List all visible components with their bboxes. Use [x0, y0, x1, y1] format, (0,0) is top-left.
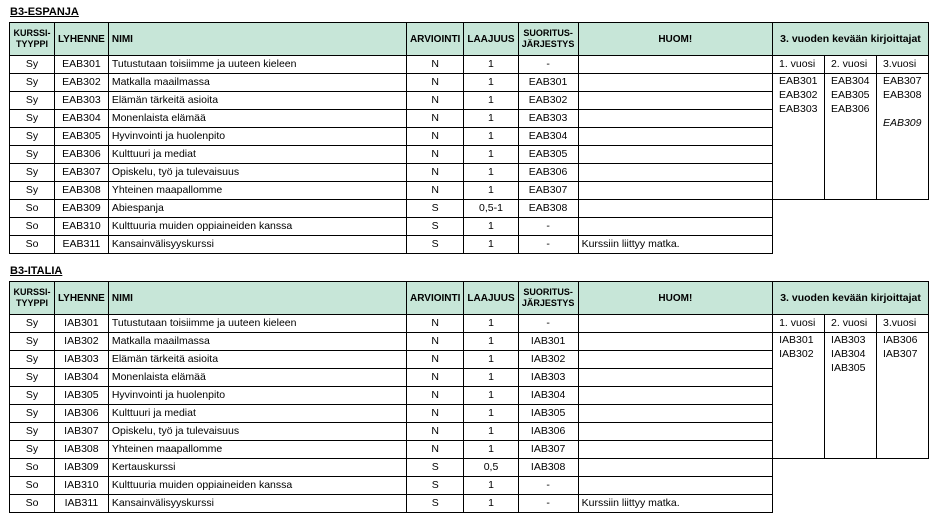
cell-note — [578, 423, 772, 441]
cell-scope: 1 — [464, 110, 518, 128]
year-1-courses — [773, 333, 825, 459]
cell-type: Sy — [10, 56, 55, 74]
cell-order: - — [518, 477, 578, 495]
table-row — [10, 459, 929, 477]
cell-grade: N — [407, 315, 464, 333]
cell-scope: 1 — [464, 477, 518, 495]
cell-scope: 1 — [464, 315, 518, 333]
year-course-code: EAB309 — [882, 117, 922, 129]
header-row — [10, 23, 929, 56]
cell-note: Kurssiin liittyy matka. — [578, 236, 772, 254]
table-row — [10, 477, 929, 495]
cell-grade: N — [407, 351, 464, 369]
cell-note — [578, 351, 772, 369]
cell-code: IAB304 — [54, 369, 108, 387]
year-course-code: EAB306 — [830, 103, 870, 115]
cell-name: Monenlaista elämää — [108, 110, 406, 128]
cell-code: IAB303 — [54, 351, 108, 369]
cell-name: Tutustutaan toisiimme ja uuteen kieleen — [108, 315, 406, 333]
cell-note — [578, 56, 772, 74]
cell-order: IAB304 — [518, 387, 578, 405]
cell-grade: N — [406, 110, 463, 128]
cell-order: IAB306 — [518, 423, 578, 441]
cell-order: - — [518, 56, 578, 74]
cell-note — [578, 315, 772, 333]
cell-scope: 1 — [464, 218, 518, 236]
cell-name: Kulttuuri ja mediat — [108, 146, 406, 164]
cell-type: Sy — [10, 92, 55, 110]
year-3-courses — [876, 74, 928, 200]
cell-name: Yhteinen maapallomme — [108, 441, 406, 459]
header-writers: 3. vuoden kevään kirjoittajat — [772, 23, 928, 56]
cell-note — [578, 74, 772, 92]
cell-type: Sy — [10, 351, 55, 369]
cell-note — [578, 92, 772, 110]
header-lyhenne: LYHENNE — [54, 282, 108, 315]
cell-name: Abiespanja — [108, 200, 406, 218]
cell-type: Sy — [10, 405, 55, 423]
year-course-code: EAB305 — [830, 89, 870, 101]
cell-grade: S — [407, 495, 464, 513]
course-table — [9, 281, 929, 513]
header-laajuus: LAAJUUS — [464, 23, 518, 56]
cell-note — [578, 333, 772, 351]
cell-grade: N — [406, 56, 463, 74]
cell-type: Sy — [10, 74, 55, 92]
header-row — [10, 282, 929, 315]
year-course-code: EAB307 — [882, 75, 922, 87]
year-1-label: 1. vuosi — [772, 56, 824, 74]
cell-type: Sy — [10, 128, 55, 146]
cell-note — [578, 128, 772, 146]
cell-scope: 1 — [464, 405, 518, 423]
cell-order: IAB302 — [518, 351, 578, 369]
cell-code: EAB308 — [54, 182, 108, 200]
year-3-label: 3.vuosi — [876, 56, 928, 74]
cell-order: IAB301 — [518, 333, 578, 351]
year-course-code: IAB302 — [779, 348, 814, 360]
year-course-code: IAB303 — [831, 334, 866, 346]
cell-grade: N — [406, 146, 463, 164]
cell-note — [578, 164, 772, 182]
year-2-courses — [824, 74, 876, 200]
cell-order: EAB307 — [518, 182, 578, 200]
cell-name: Elämän tärkeitä asioita — [108, 92, 406, 110]
header-arviointi: ARVIOINTI — [406, 23, 463, 56]
cell-note — [578, 387, 772, 405]
cell-scope: 1 — [464, 128, 518, 146]
cell-code: EAB311 — [54, 236, 108, 254]
cell-note — [578, 110, 772, 128]
cell-name: Monenlaista elämää — [108, 369, 406, 387]
cell-scope: 1 — [464, 92, 518, 110]
cell-name: Elämän tärkeitä asioita — [108, 351, 406, 369]
cell-code: EAB306 — [54, 146, 108, 164]
cell-order: EAB306 — [518, 164, 578, 182]
cell-code: IAB308 — [54, 441, 108, 459]
cell-order: EAB305 — [518, 146, 578, 164]
cell-type: So — [10, 495, 55, 513]
cell-type: Sy — [10, 369, 55, 387]
year-1-courses — [772, 74, 824, 200]
cell-scope: 1 — [464, 369, 518, 387]
year-course-code: EAB304 — [830, 75, 870, 87]
year-3-courses — [877, 333, 929, 459]
cell-grade: S — [407, 459, 464, 477]
cell-code: EAB307 — [54, 164, 108, 182]
header-nimi: NIMI — [108, 282, 406, 315]
cell-type: Sy — [10, 441, 55, 459]
cell-type: So — [10, 236, 55, 254]
cell-scope: 1 — [464, 146, 518, 164]
cell-type: Sy — [10, 423, 55, 441]
header-kurssityyppi: KURSSI- TYYPPI — [10, 23, 55, 56]
cell-scope: 1 — [464, 236, 518, 254]
table-row — [10, 56, 929, 74]
cell-name: Kulttuuri ja mediat — [108, 405, 406, 423]
cell-order: EAB308 — [518, 200, 578, 218]
cell-order: IAB303 — [518, 369, 578, 387]
cell-type: Sy — [10, 333, 55, 351]
cell-scope: 1 — [464, 423, 518, 441]
cell-grade: S — [407, 477, 464, 495]
cell-code: EAB310 — [54, 218, 108, 236]
cell-note — [578, 459, 772, 477]
course-table — [9, 22, 929, 254]
cell-name: Kertauskurssi — [108, 459, 406, 477]
table-row — [10, 236, 929, 254]
table-row — [10, 218, 929, 236]
section-title: B3-ESPANJA — [10, 6, 79, 18]
cell-scope: 1 — [464, 441, 518, 459]
cell-code: EAB305 — [54, 128, 108, 146]
header-kurssityyppi: KURSSI- TYYPPI — [10, 282, 55, 315]
cell-scope: 1 — [464, 333, 518, 351]
cell-scope: 1 — [464, 164, 518, 182]
cell-scope: 1 — [464, 495, 518, 513]
table-row — [10, 74, 929, 92]
cell-type: Sy — [10, 146, 55, 164]
cell-type: Sy — [10, 110, 55, 128]
cell-scope: 1 — [464, 387, 518, 405]
cell-note — [578, 200, 772, 218]
cell-order: - — [518, 218, 578, 236]
cell-order: EAB304 — [518, 128, 578, 146]
cell-grade: N — [407, 369, 464, 387]
cell-name: Opiskelu, työ ja tulevaisuus — [108, 423, 406, 441]
cell-grade: N — [406, 92, 463, 110]
cell-grade: N — [406, 128, 463, 146]
cell-type: So — [10, 218, 55, 236]
cell-name: Kansainvälisyyskurssi — [108, 495, 406, 513]
cell-scope: 1 — [464, 182, 518, 200]
header-huom: HUOM! — [578, 282, 772, 315]
cell-grade: S — [406, 236, 463, 254]
cell-note — [578, 405, 772, 423]
cell-grade: N — [407, 441, 464, 459]
header-writers: 3. vuoden kevään kirjoittajat — [773, 282, 929, 315]
cell-order: - — [518, 315, 578, 333]
cell-name: Matkalla maailmassa — [108, 333, 406, 351]
cell-order: - — [518, 495, 578, 513]
cell-name: Kulttuuria muiden oppiaineiden kanssa — [108, 218, 406, 236]
cell-grade: N — [407, 333, 464, 351]
header-nimi: NIMI — [108, 23, 406, 56]
cell-code: EAB304 — [54, 110, 108, 128]
cell-scope: 1 — [464, 56, 518, 74]
cell-grade: N — [406, 182, 463, 200]
year-course-code: EAB308 — [882, 89, 922, 101]
cell-order: - — [518, 236, 578, 254]
cell-note: Kurssiin liittyy matka. — [578, 495, 772, 513]
cell-name: Hyvinvointi ja huolenpito — [108, 128, 406, 146]
cell-code: IAB309 — [54, 459, 108, 477]
table-row — [10, 200, 929, 218]
cell-order: EAB302 — [518, 92, 578, 110]
year-course-code — [883, 102, 922, 116]
year-course-code: EAB302 — [778, 89, 818, 101]
year-course-code: IAB307 — [883, 348, 918, 360]
cell-type: So — [10, 200, 55, 218]
cell-scope: 0,5 — [464, 459, 518, 477]
cell-type: Sy — [10, 182, 55, 200]
cell-note — [578, 369, 772, 387]
year-2-courses — [825, 333, 877, 459]
cell-scope: 1 — [464, 351, 518, 369]
header-huom: HUOM! — [578, 23, 772, 56]
cell-grade: N — [407, 423, 464, 441]
year-course-code: IAB301 — [779, 334, 814, 346]
cell-type: Sy — [10, 387, 55, 405]
table-row — [10, 333, 929, 351]
year-1-label: 1. vuosi — [773, 315, 825, 333]
cell-order: EAB301 — [518, 74, 578, 92]
cell-name: Yhteinen maapallomme — [108, 182, 406, 200]
cell-code: IAB305 — [54, 387, 108, 405]
cell-code: IAB307 — [54, 423, 108, 441]
year-3-label: 3.vuosi — [877, 315, 929, 333]
header-suoritusjarjestys: SUORITUS- JÄRJESTYS — [518, 282, 578, 315]
cell-order: EAB303 — [518, 110, 578, 128]
cell-order: IAB305 — [518, 405, 578, 423]
header-suoritusjarjestys: SUORITUS- JÄRJESTYS — [518, 23, 578, 56]
cell-note — [578, 146, 772, 164]
cell-name: Matkalla maailmassa — [108, 74, 406, 92]
cell-name: Kulttuuria muiden oppiaineiden kanssa — [108, 477, 406, 495]
cell-note — [578, 477, 772, 495]
cell-grade: S — [406, 200, 463, 218]
cell-grade: S — [406, 218, 463, 236]
cell-scope: 0,5-1 — [464, 200, 518, 218]
cell-type: So — [10, 477, 55, 495]
cell-code: EAB301 — [54, 56, 108, 74]
cell-grade: N — [406, 74, 463, 92]
cell-type: Sy — [10, 164, 55, 182]
cell-name: Opiskelu, työ ja tulevaisuus — [108, 164, 406, 182]
cell-order: IAB307 — [518, 441, 578, 459]
cell-code: EAB302 — [54, 74, 108, 92]
cell-name: Tutustutaan toisiimme ja uuteen kieleen — [108, 56, 406, 74]
cell-grade: N — [406, 164, 463, 182]
cell-note — [578, 182, 772, 200]
cell-name: Kansainvälisyyskurssi — [108, 236, 406, 254]
cell-code: IAB301 — [54, 315, 108, 333]
cell-code: IAB302 — [54, 333, 108, 351]
year-course-code: IAB306 — [883, 334, 918, 346]
cell-note — [578, 218, 772, 236]
year-course-code: EAB301 — [778, 75, 818, 87]
cell-code: IAB311 — [54, 495, 108, 513]
header-arviointi: ARVIOINTI — [407, 282, 464, 315]
cell-note — [578, 441, 772, 459]
table-row — [10, 315, 929, 333]
table-row — [10, 495, 929, 513]
cell-name: Hyvinvointi ja huolenpito — [108, 387, 406, 405]
cell-grade: N — [407, 387, 464, 405]
cell-grade: N — [407, 405, 464, 423]
year-2-label: 2. vuosi — [825, 315, 877, 333]
cell-type: So — [10, 459, 55, 477]
cell-scope: 1 — [464, 74, 518, 92]
cell-code: IAB310 — [54, 477, 108, 495]
cell-code: IAB306 — [54, 405, 108, 423]
header-lyhenne: LYHENNE — [54, 23, 108, 56]
section-title: B3-ITALIA — [10, 265, 63, 277]
year-course-code: EAB303 — [778, 103, 818, 115]
cell-code: EAB303 — [54, 92, 108, 110]
year-2-label: 2. vuosi — [824, 56, 876, 74]
cell-type: Sy — [10, 315, 55, 333]
cell-order: IAB308 — [518, 459, 578, 477]
year-course-code: IAB304 — [831, 348, 866, 360]
header-laajuus: LAAJUUS — [464, 282, 518, 315]
cell-code: EAB309 — [54, 200, 108, 218]
year-course-code: IAB305 — [831, 362, 866, 374]
